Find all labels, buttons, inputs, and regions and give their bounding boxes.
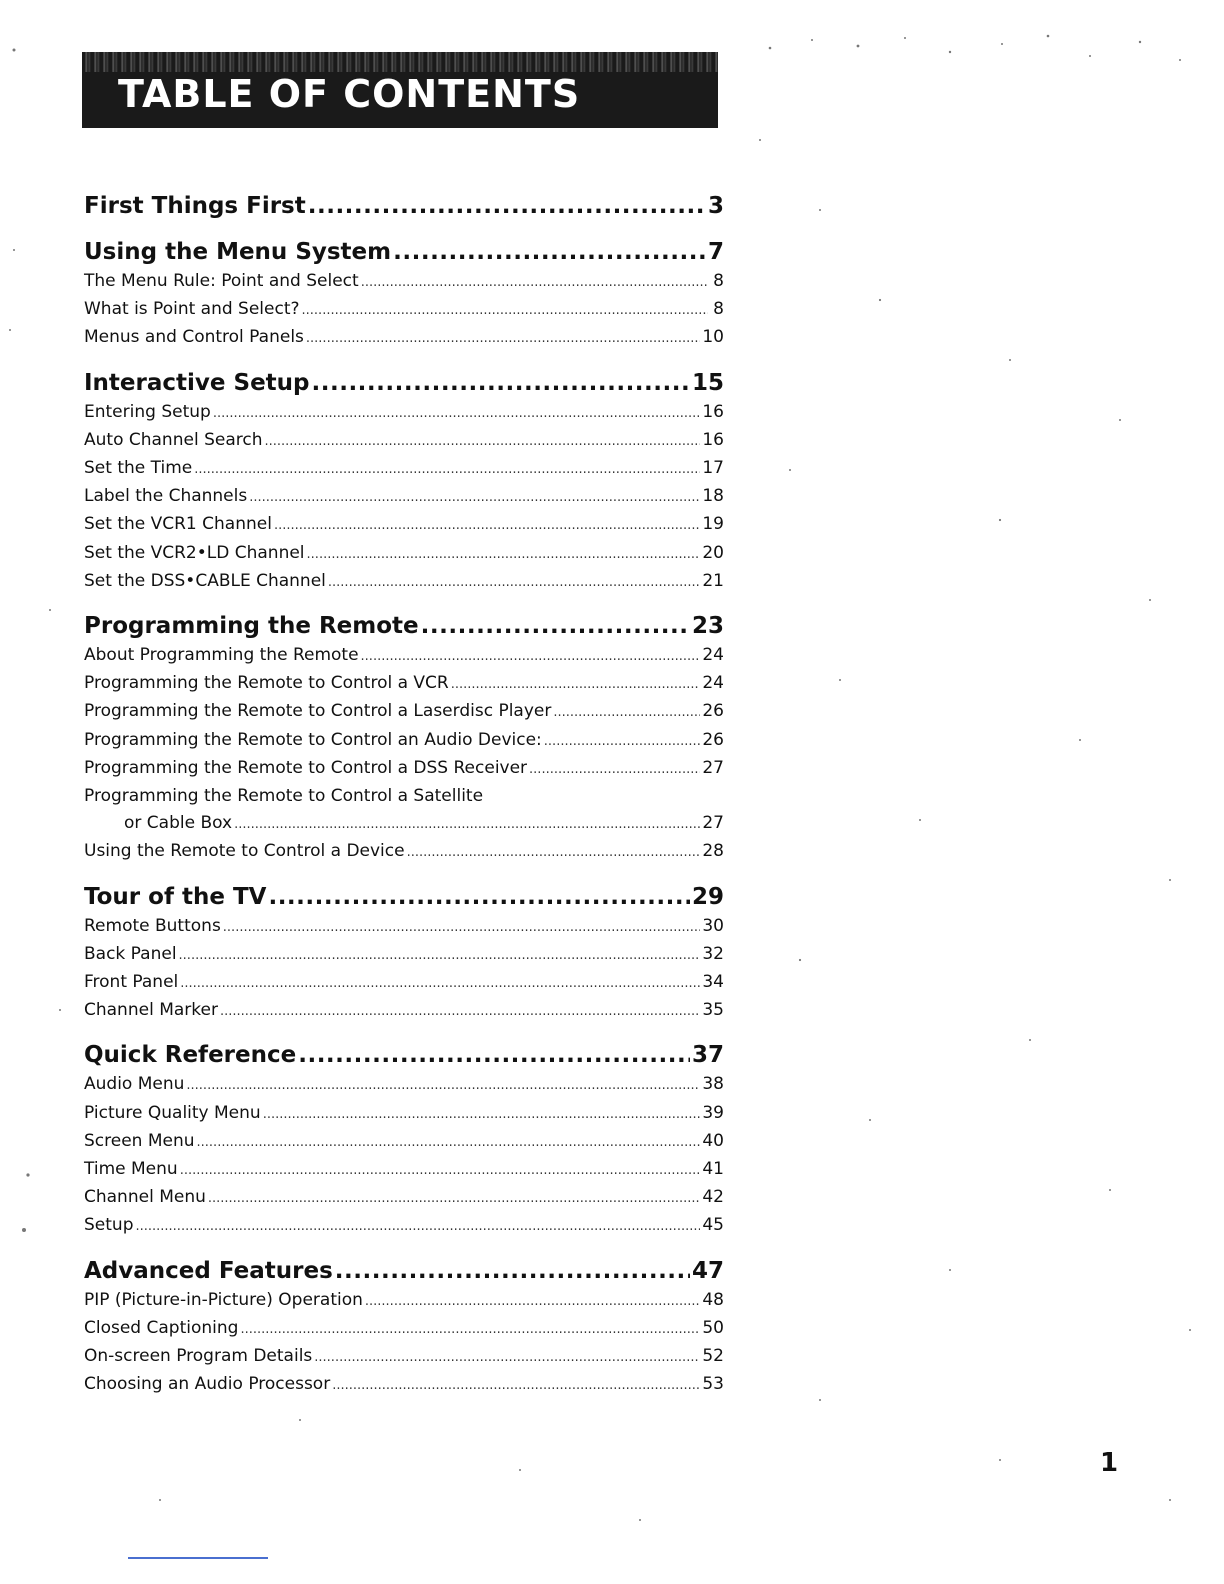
entry-page: 8: [713, 271, 724, 291]
entry-title: Auto Channel Search: [84, 429, 263, 450]
entry-page: 16: [702, 401, 724, 422]
dot-leader: [335, 1255, 690, 1287]
entry-page: 27: [702, 757, 724, 778]
banner-speckle: [82, 52, 718, 72]
dot-leader: [135, 1212, 700, 1240]
toc-section-heading[interactable]: [84, 1255, 724, 1287]
toc-entry[interactable]: [84, 1184, 724, 1212]
toc-section-heading[interactable]: [84, 881, 724, 913]
dot-leader: [314, 1343, 700, 1371]
toc-entry[interactable]: [84, 810, 724, 838]
entry-page: 24: [702, 673, 724, 694]
entry-page: 26: [702, 729, 724, 750]
toc-entry[interactable]: [84, 838, 724, 866]
entry-page: 39: [702, 1102, 724, 1123]
section-title: Advanced Features: [84, 1257, 333, 1284]
dot-leader: [180, 1156, 701, 1184]
toc-entry[interactable]: [84, 1315, 724, 1343]
toc-entry[interactable]: [84, 1128, 724, 1156]
dot-leader: [240, 1315, 700, 1343]
entry-title: Setup: [84, 1215, 134, 1236]
dot-leader: [529, 755, 700, 783]
entry-page: 24: [702, 645, 724, 666]
entry-title: On-screen Program Details: [84, 1346, 313, 1367]
entry-title: Front Panel: [84, 972, 179, 993]
page-title: TABLE OF CONTENTS: [118, 72, 581, 116]
toc-entry[interactable]: [84, 268, 724, 296]
entry-page: 30: [702, 915, 724, 936]
entry-page: 18: [702, 486, 724, 507]
toc-entry[interactable]: [84, 511, 724, 539]
dot-leader: [365, 1287, 700, 1315]
section-title: Quick Reference: [84, 1042, 297, 1069]
dot-leader: [179, 941, 701, 969]
section-page: 7: [707, 239, 724, 265]
toc-entry[interactable]: [84, 997, 724, 1025]
toc-entry[interactable]: [84, 399, 724, 427]
dot-leader: [328, 568, 700, 596]
dot-leader: [298, 1039, 690, 1071]
toc-entry[interactable]: [84, 1212, 724, 1240]
toc-entry[interactable]: [84, 1287, 724, 1315]
entry-title: Set the DSS•CABLE Channel: [84, 570, 326, 591]
entry-title: Time Menu: [84, 1159, 178, 1180]
page-number: 1: [1100, 1448, 1119, 1478]
entry-title: What is Point and Select?: [84, 299, 300, 320]
entry-title: or Cable Box: [124, 813, 233, 834]
entry-title: Back Panel: [84, 943, 177, 964]
toc-entry[interactable]: [84, 540, 724, 568]
dot-leader: [223, 913, 701, 941]
toc-section: [84, 236, 724, 353]
toc-entry[interactable]: [84, 727, 724, 755]
entry-title: Entering Setup: [84, 401, 211, 422]
dot-leader: [306, 324, 700, 352]
toc-entry[interactable]: [84, 755, 724, 783]
dot-leader: [421, 610, 690, 642]
section-title: Tour of the TV: [84, 883, 267, 910]
toc-entry[interactable]: [84, 1156, 724, 1184]
dot-leader: [274, 511, 700, 539]
entry-title: Remote Buttons: [84, 915, 221, 936]
toc-entry[interactable]: [84, 1100, 724, 1128]
entry-page: 45: [702, 1215, 724, 1236]
entry-page: 16: [702, 429, 724, 450]
section-page: 37: [691, 1042, 724, 1069]
toc-entry[interactable]: [84, 698, 724, 726]
entry-page: 35: [702, 1000, 724, 1021]
entry-page: 26: [702, 701, 724, 722]
toc-section: [84, 1255, 724, 1400]
section-page: 23: [691, 613, 724, 640]
entry-title: Programming the Remote to Control an Audio Device:: [84, 729, 542, 750]
dot-leader: [332, 1371, 700, 1399]
dot-leader: [194, 455, 700, 483]
entry-title: Picture Quality Menu: [84, 1102, 261, 1123]
entry-title: Label the Channels: [84, 486, 248, 507]
section-title: Interactive Setup: [84, 369, 310, 396]
entry-title: The Menu Rule: Point and Select: [84, 271, 359, 291]
toc-entry[interactable]: [84, 969, 724, 997]
toc-entry[interactable]: [84, 427, 724, 455]
toc-entry[interactable]: [84, 1371, 724, 1399]
entry-page: 42: [702, 1187, 724, 1208]
dot-leader: [263, 1100, 701, 1128]
dot-leader: [393, 236, 706, 268]
toc-entry[interactable]: [84, 324, 724, 352]
toc-entry[interactable]: [84, 1343, 724, 1371]
entry-page: 50: [702, 1317, 724, 1338]
dot-leader: [180, 969, 700, 997]
entry-page: 48: [702, 1289, 724, 1310]
dot-leader: [234, 810, 700, 838]
entry-page: 28: [702, 841, 724, 862]
toc-entry[interactable]: [84, 568, 724, 596]
section-page: 3: [707, 193, 724, 219]
entry-title: Screen Menu: [84, 1130, 195, 1151]
entry-title: PIP (Picture-in-Picture) Operation: [84, 1289, 363, 1310]
entry-page: 20: [702, 542, 724, 563]
toc-entry[interactable]: [84, 1071, 724, 1099]
toc-section-heading[interactable]: [84, 236, 724, 268]
entry-title: Audio Menu: [84, 1074, 185, 1095]
toc-section: [84, 190, 724, 222]
toc-section: [84, 1039, 724, 1240]
dot-leader: [268, 881, 690, 913]
bottom-rule: [128, 1557, 268, 1559]
dot-leader: [544, 727, 701, 755]
dot-leader: [308, 190, 706, 222]
entry-page: 53: [702, 1374, 724, 1395]
section-page: 15: [691, 369, 724, 396]
toc-entry[interactable]: [84, 783, 724, 810]
entry-page: 27: [702, 813, 724, 834]
dot-leader: [186, 1071, 700, 1099]
toc-entry[interactable]: [84, 296, 724, 324]
toc-entry[interactable]: [84, 455, 724, 483]
dot-leader: [208, 1184, 700, 1212]
entry-title: Closed Captioning: [84, 1317, 239, 1338]
entry-title: Programming the Remote to Control a VCR: [84, 673, 449, 694]
entry-title: Using the Remote to Control a Device: [84, 841, 405, 862]
dot-leader: [407, 838, 701, 866]
entry-title: Programming the Remote to Control a Laserdisc Player: [84, 701, 552, 722]
toc-section-heading[interactable]: [84, 1039, 724, 1071]
toc-section: [84, 610, 724, 867]
toc-section: [84, 881, 724, 1026]
toc-entry[interactable]: [84, 642, 724, 670]
entry-title: Channel Marker: [84, 1000, 218, 1021]
entry-title: Programming the Remote to Control a Satellite: [84, 786, 484, 807]
entry-page: 32: [702, 943, 724, 964]
section-page: 47: [691, 1257, 724, 1284]
section-title: Using the Menu System: [84, 239, 392, 265]
toc-section-heading[interactable]: [84, 610, 724, 642]
toc-section: [84, 367, 724, 596]
toc-entry[interactable]: [84, 670, 724, 698]
entry-title: Set the VCR2•LD Channel: [84, 542, 305, 563]
entry-title: Menus and Control Panels: [84, 327, 304, 348]
dot-leader: [361, 268, 708, 296]
entry-title: Set the VCR1 Channel: [84, 514, 272, 535]
dot-leader: [264, 427, 700, 455]
title-banner: [82, 52, 718, 128]
dot-leader: [307, 540, 701, 568]
entry-page: 34: [702, 972, 724, 993]
toc-section-heading[interactable]: [84, 190, 724, 222]
dot-leader: [249, 483, 700, 511]
entry-page: 19: [702, 514, 724, 535]
table-of-contents: [84, 190, 724, 1400]
toc-entry[interactable]: [84, 913, 724, 941]
entry-page: 38: [702, 1074, 724, 1095]
entry-title: About Programming the Remote: [84, 645, 359, 666]
entry-title: Programming the Remote to Control a DSS Receiver: [84, 757, 528, 778]
entry-title: Set the Time: [84, 458, 193, 479]
entry-title: Choosing an Audio Processor: [84, 1374, 331, 1395]
entry-page: 21: [702, 570, 724, 591]
section-title: First Things First: [84, 193, 306, 219]
entry-page: 17: [702, 458, 724, 479]
entry-page: 52: [702, 1346, 724, 1367]
entry-page: 40: [702, 1130, 724, 1151]
entry-page: 10: [702, 327, 724, 348]
entry-title: Channel Menu: [84, 1187, 206, 1208]
toc-entry[interactable]: [84, 941, 724, 969]
dot-leader: [312, 367, 690, 399]
section-title: Programming the Remote: [84, 613, 419, 640]
toc-entry[interactable]: [84, 483, 724, 511]
dot-leader: [213, 399, 701, 427]
dot-leader: [302, 296, 708, 324]
toc-section-heading[interactable]: [84, 367, 724, 399]
entry-page: 8: [713, 299, 724, 320]
dot-leader: [197, 1128, 701, 1156]
dot-leader: [220, 997, 700, 1025]
section-page: 29: [691, 883, 724, 910]
dot-leader: [361, 642, 701, 670]
dot-leader: [451, 670, 701, 698]
dot-leader: [553, 698, 700, 726]
entry-page: 41: [702, 1159, 724, 1180]
